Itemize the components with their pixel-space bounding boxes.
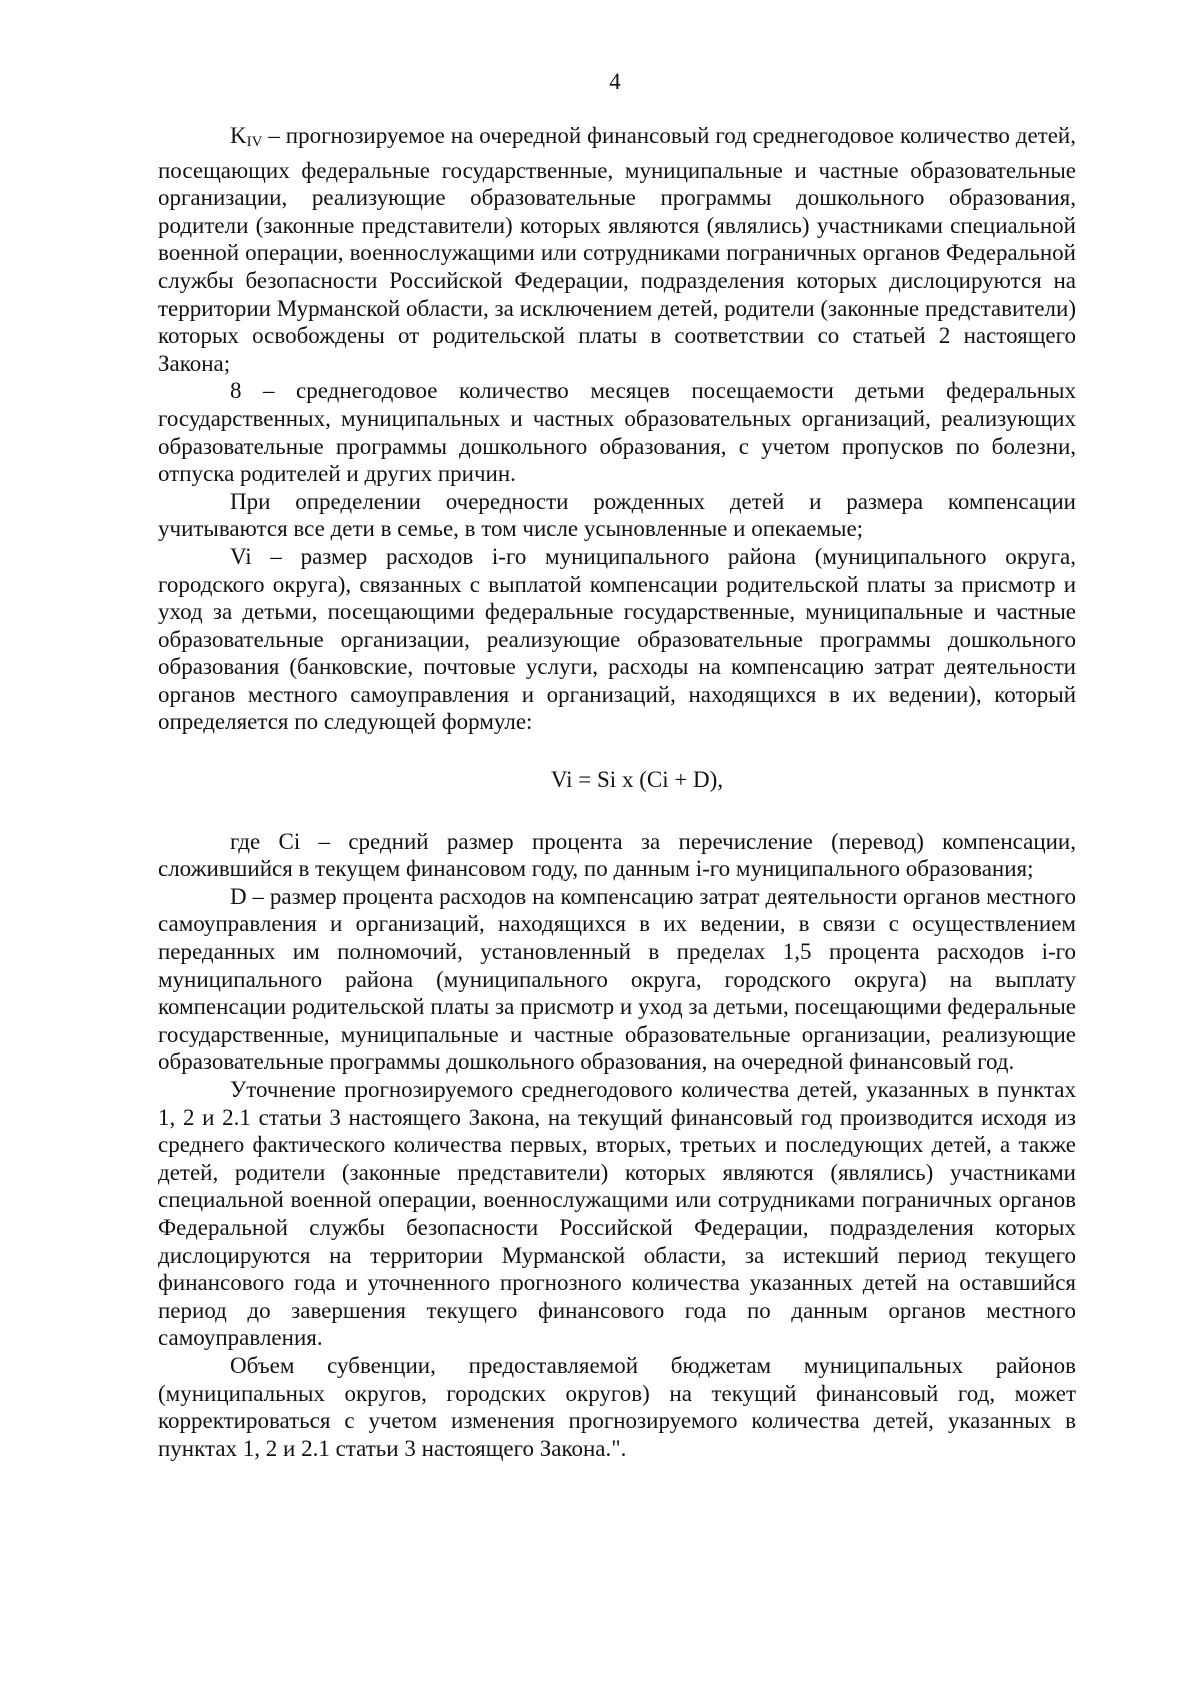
paragraph-d-definition: D – размер процента расходов на компенсацию затрат деятельности органов местного самоуправления и организаций, находящихся в их ведении, в связи с осуществлением переданных им полномочий, установленный в пределах 1,5 процента расходов i-го муниципального района (муниципального округа, городского округа) на выплату компенсации родительской платы за присмотр и уход за детьми, посещающими федеральные государственные, муниципальные и частные образовательные организации, реализующие образовательные программы дошкольного образования, на очередной финансовый год. xyxy=(158,883,1076,1075)
page-number: 4 xyxy=(609,69,621,94)
paragraph-subvention-volume: Объем субвенции, предоставляемой бюджетам муниципальных районов (муниципальных округов, городских округов) на текущий финансовый год, может корректироваться с учетом изменения прогнозируемого количества детей, указанных в пунктах 1, 2 и 2.1 статьи 3 настоящего Закона.". xyxy=(158,1352,1076,1461)
paragraph-ci-definition: где Ci – средний размер процента за перечисление (перевод) компенсации, сложившийся в текущем финансовом году, по данным i-го муниципального образования; xyxy=(158,828,1076,882)
k4-text: – прогнозируемое на очередной финансовый год среднегодовое количество детей, посещающих федеральные государственные, муниципальные и частные образовательные организации, реализующие образовательные программы дошкольного образования, родители (законные представители) которых являются (являлись) участниками специальной военной операции, военнослужащими или сотрудниками пограничных органов Федеральной службы безопасности Российской Федерации, подразделения которых дислоцируются на территории Мурманской области, за исключением детей, родители (законные представители) которых освобождены от родительской платы в соответствии со статьей 2 настоящего Закона; xyxy=(158,123,1076,376)
k4-subscript: IV xyxy=(246,134,263,150)
paragraph-months-8: 8 – среднегодовое количество месяцев посещаемости детьми федеральных государственных, муниципальных и частных образовательных организаций, реализующих образовательные программы дошкольного образования, с учетом пропусков по болезни, отпуска родителей и других причин. xyxy=(158,378,1076,487)
paragraph-k4-definition xyxy=(158,122,1076,377)
document-body xyxy=(158,122,1076,1462)
paragraph-clarification: Уточнение прогнозируемого среднегодового количества детей, указанных в пунктах 1, 2 и 2.1 статьи 3 настоящего Закона, на текущий финансовый год производится исходя из среднего фактического количества первых, вторых, третьих и последующих детей, а также детей, родители (законные представители) которых являются (являлись) участниками специальной военной операции, военнослужащими или сотрудниками пограничных органов Федеральной службы безопасности Российской Федерации, подразделения которых дислоцируются на территории Мурманской области, за истекший период текущего финансового года и уточненного прогнозного количества указанных детей на оставшийся период до завершения текущего финансового года по данным органов местного самоуправления. xyxy=(158,1077,1076,1351)
paragraph-vi-definition: Vi – размер расходов i-го муниципального района (муниципального округа, городского округа), связанных с выплатой компенсации родительской платы за присмотр и уход за детьми, посещающими федеральные государственные, муниципальные и частные образовательные организации, реализующие образовательные программы дошкольного образования (банковские, почтовые услуги, расходы на компенсацию затрат деятельности органов местного самоуправления и организаций, находящихся в их ведении), который определяется по следующей формуле: xyxy=(158,543,1076,735)
paragraph-order-of-children: При определении очередности рожденных детей и размера компенсации учитываются все дети в семье, в том числе усыновленные и опекаемые; xyxy=(158,488,1076,542)
formula-vi: Vi = Si x (Ci + D), xyxy=(550,767,724,793)
k4-symbol: K xyxy=(230,123,247,148)
